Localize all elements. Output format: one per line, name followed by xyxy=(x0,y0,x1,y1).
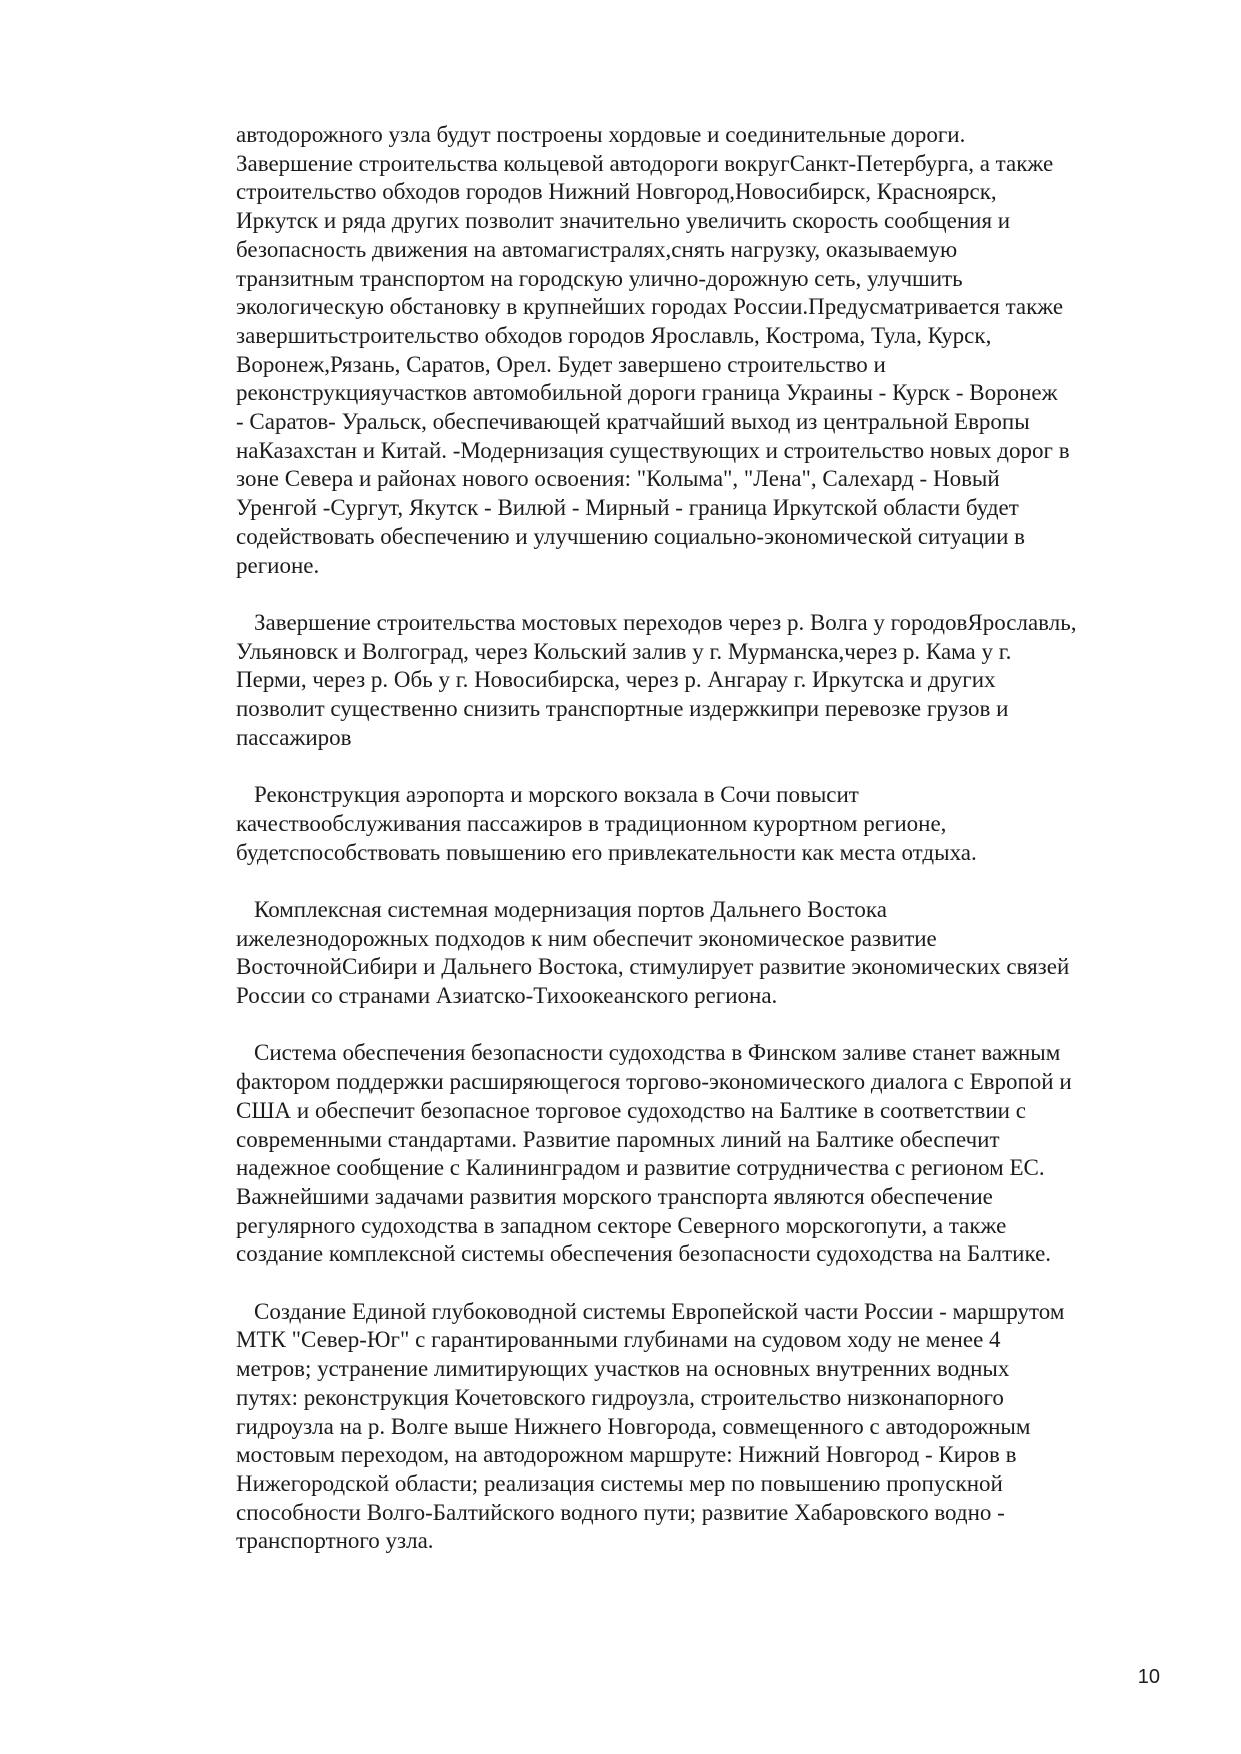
paragraph-far-east-ports: Комплексная системная модернизация портов Дальнего Востока ижелезнодорожных подходов к ним обеспечит экономическое развитие ВосточнойСибири и Дальнего Востока, стимулирует развитие экономических связей России со странами Азиатско-Тихоокеанского региона. xyxy=(236,896,1070,1009)
page-number: 10 xyxy=(1137,1666,1160,1688)
paragraph-deepwater-system: Создание Единой глубоководной системы Европейской части России - маршрутом МТК "Север-Юг" с гарантированными глубинами на судовом ходу не менее 4 метров; устранение лимитирующих участков на основных внутренних водных путях: реконструкция Кочетовского гидроузла, строительство низконапорного гидроузла на р. Волге выше Нижнего Новгорода, совмещенного с автодорожным мостовым переходом, на автодорожном маршруте: Нижний Новгород - Киров в Нижегородской области; реализация системы мер по повышению пропускной способности Волго-Балтийского водного пути; развитие Хабаровского водно - транспортного узла. xyxy=(236,1298,1065,1554)
paragraph-roads: автодорожного узла будут построены хордовые и соединительные дороги. Завершение строительства кольцевой автодороги вокругСанкт-Петербурга, а также строительство обходов городов Нижний Новгород,Новосибирск, Красноярск, Иркутск и ряда других позволит значительно увеличить скорость сообщения и безопасность движения на автомагистралях,снять нагрузку, оказываемую транзитным транспортом на городскую улично-дорожную сеть, улучшить экологическую обстановку в крупнейших городах России.Предусматривается также завершитьстроительство обходов городов Ярославль, Кострома, Тула, Курск, Воронеж,Рязань, Саратов, Орел. Будет завершено строительство и реконструкцияучастков автомобильной дороги граница Украины - Курск - Воронеж - Саратов- Уральск, обеспечивающей кратчайший выход из центральной Европы наКазахстан и Китай. -Модернизация существующих и строительство новых дорог в зоне Севера и районах нового освоения: "Колыма", "Лена", Салехард - Новый Уренгой -Сургут, Якутск - Вилюй - Мирный - граница Иркутской области будет содействовать обеспечению и улучшению социально-экономической ситуации в регионе. xyxy=(236,122,1070,578)
paragraph-bridges: Завершение строительства мостовых переходов через р. Волга у городовЯрославль, Ульяновск и Волгоград, через Кольский залив у г. Мурманска,через р. Кама у г. Перми, через р. Обь у г. Новосибирска, через р. Ангарау г. Иркутска и других позволит существенно снизить транспортные издержкипри перевозке грузов и пассажиров xyxy=(236,609,1077,750)
paragraph-sochi: Реконструкция аэропорта и морского вокзала в Сочи повысит качествообслуживания пассажиров в традиционном курортном регионе, будетспособствовать повышению его привлекательности как места отдыха. xyxy=(236,782,977,865)
document-body xyxy=(236,121,1166,1556)
paragraph-gulf-of-finland: Система обеспечения безопасности судоходства в Финском заливе станет важным фактором поддержки расширяющегося торгово-экономического диалога с Европой и США и обеспечит безопасное торговое судоходство на Балтике в соответствии с современными стандартами. Развитие паромных линий на Балтике обеспечит надежное сообщение с Калининградом и развитие сотрудничества с регионом ЕС. Важнейшими задачами развития морского транспорта являются обеспечение регулярного судоходства в западном секторе Северного морскогопути, а также создание комплексной системы обеспечения безопасности судоходства на Балтике. xyxy=(236,1040,1072,1267)
